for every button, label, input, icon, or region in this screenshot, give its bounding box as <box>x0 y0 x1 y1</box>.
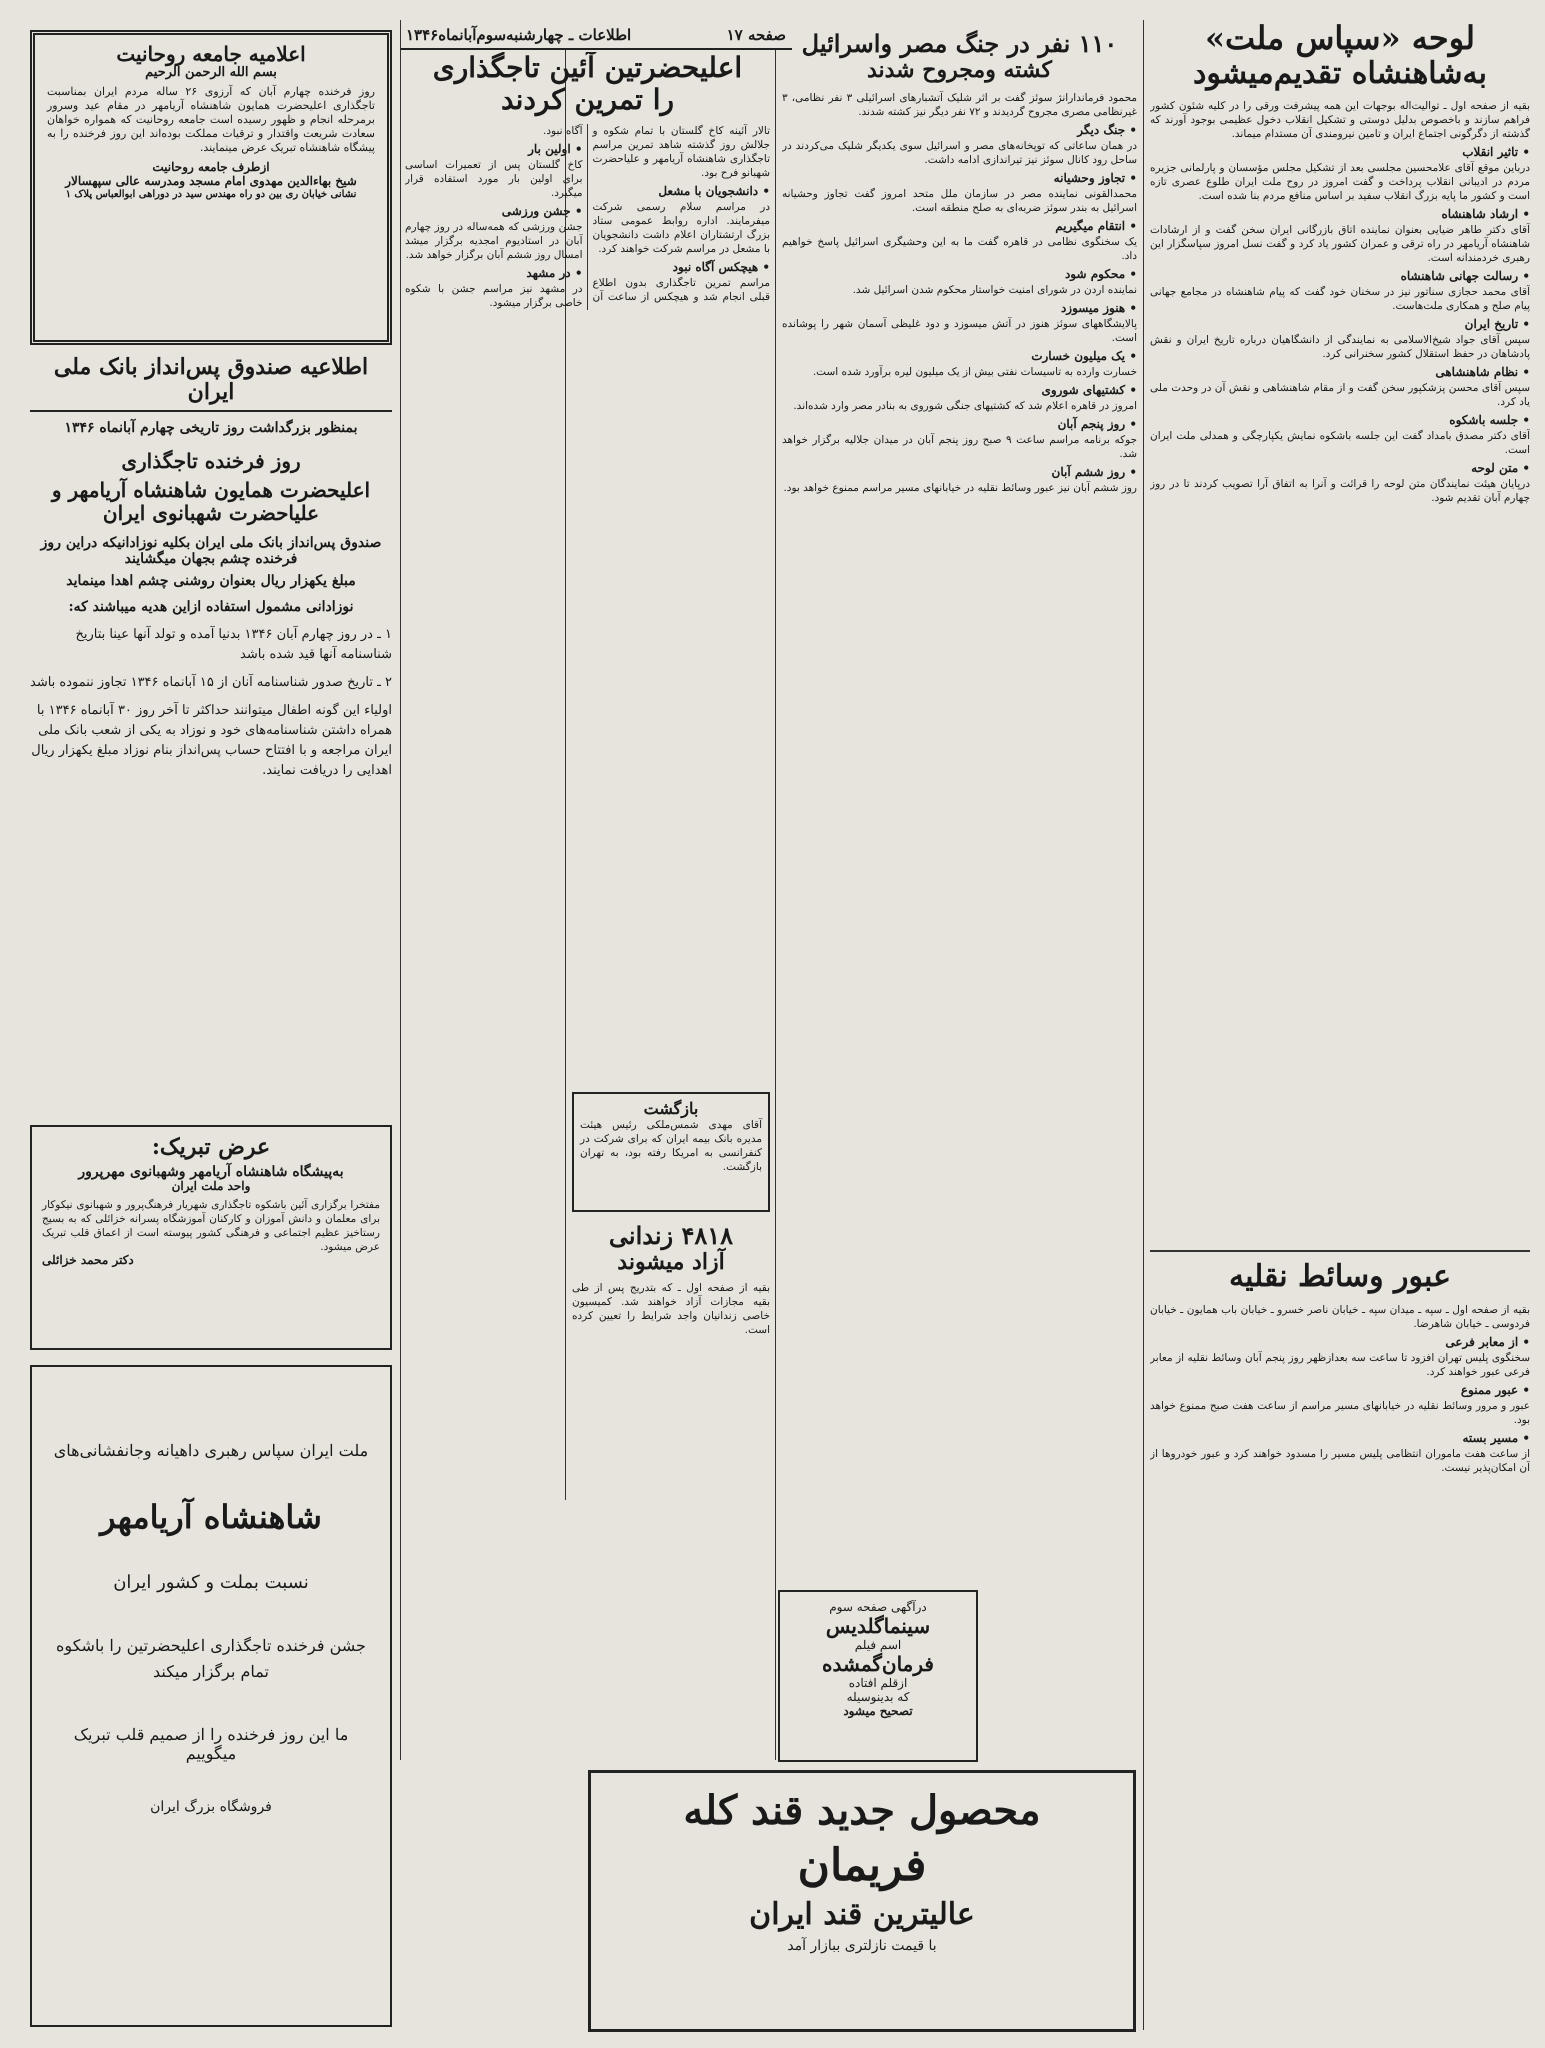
ad-line: روز فرخنده تاجگذاری <box>121 448 301 473</box>
film-title: فرمان‌گمشده <box>822 1652 934 1676</box>
subheading: • انتقام میگیریم <box>1055 218 1137 233</box>
subheading: • تجاوز وحشیانه <box>1053 170 1137 185</box>
article-coronation-plaque <box>1150 20 1530 1240</box>
subheading: • در مشهد <box>526 266 583 281</box>
congratulations-box <box>30 1125 392 1350</box>
subheading: • دانشجویان با مشعل <box>658 184 770 199</box>
signature-line: شیخ بهاءالدین مهدوی امام مسجد ومدرسه عالی سپهسالار <box>65 173 357 188</box>
article-body <box>405 124 770 310</box>
paragraph: نماینده اردن در شورای امنیت خواستار محکوم شدن اسرائیل شد. <box>852 283 1137 296</box>
ad-line: صندوق پس‌انداز بانک ملی ایران بکلیه نوزادانیکه دراین روز فرخنده چشم بجهان میگشایند <box>40 534 382 567</box>
lead-paragraph: بقیه از صفحه اول ـ سپه ـ میدان سپه ـ خیابان ناصر خسرو ـ خیابان باب همایون ـ خیابان فردوسی ـ خیابان شاهرضا. <box>1150 1303 1530 1330</box>
paragraph: کاخ گلستان پس از تعمیرات اساسی برای اولین بار مورد استفاده قرار میگیرد. <box>405 159 583 200</box>
article-body <box>1150 1303 1530 1475</box>
cinema-correction-box <box>778 1590 978 1762</box>
address-line: نشانی خیابان ری بین دو راه مهندس سید در دوراهی ابوالعباس پلاک ۱ <box>65 188 357 200</box>
congrats-body: مفتخرا برگزاری آئین باشکوه تاجگذاری شهریار فرهنگ‌پرور و شهبانوی نیکوکار برای معلمان و دانش آموزان و کارکنان آموزشگاه پسرانه خزائلی که به بسیج رستاخیز عظیم اجتماعی و فرهنگی کشور پیوسته است از اعماق قلب تبریک عرض میشود. <box>42 1199 380 1254</box>
subheading: • هیچکس آگاه نبود <box>672 260 770 275</box>
subheading: • جلسه باشکوه <box>1449 413 1530 428</box>
subheading: • روز پنجم آبان <box>1057 416 1137 431</box>
subheading: • متن لوحه <box>1471 461 1530 476</box>
subheading: • نظام شاهنشاهی <box>1435 365 1530 380</box>
subheading: • تاثیر انقلاب <box>1462 145 1530 160</box>
subheading: • از معابر فرعی <box>1445 1334 1530 1349</box>
paragraph: آقای دکتر مصدق بامداد گفت این جلسه باشکوه نمایش یکپارچگی و همدلی ملت ایران است. <box>1150 430 1530 457</box>
subheading: • یک میلیون خسارت <box>1031 348 1137 363</box>
ad-line: با قیمت نازلتری ببازار آمد <box>787 1938 937 1954</box>
signature-line: ازطرف جامعه روحانیت <box>152 159 270 174</box>
paragraph: درپایان هیئت نمایندگان متن لوحه را قرائت و آنرا به اتفاق آرا تصویب کردند تا در روز چهارم آبان تقدیم شود. <box>1150 478 1530 505</box>
subheading: • رسالت جهانی شاهنشاه <box>1400 269 1530 284</box>
paragraph: مراسم تمرین تاجگذاری بدون اطلاع قبلی انجام شد و هیچکس از ساعت آن آگاه نبود. <box>543 125 770 304</box>
page-header <box>400 22 792 50</box>
subheading: • اولین بار <box>528 142 583 157</box>
subheading: • روز ششم آبان <box>1051 464 1137 479</box>
ad-subtitle: بمنظور بزرگداشت روز تاریخی چهارم آبانماه ۱۳۴۶ <box>64 419 358 436</box>
ad-line: جشن فرخنده تاجگذاری اعلیحضرتین را باشکوه تمام برگزار میکند <box>56 1636 366 1681</box>
column-rule <box>1143 20 1144 2030</box>
ad-line: اعلیحضرت همایون شاهنشاه آریامهر و علیاحضرت شهبانوی ایران <box>51 477 371 525</box>
paragraph: سخنگوی پلیس تهران افزود تا ساعت سه بعدازظهر روز پنجم آبان وسائط نقلیه از معابر فرعی عبور خواهند کرد. <box>1150 1351 1530 1378</box>
announcement-body: روز فرخنده چهارم آبان که آرزوی ۲۶ ساله مردم ایران بمناسبت تاجگذاری اعلیحضرت همایون شاهنشاه آریامهر در مقام عید وسرور برمرحله انجام و ظهور رسیده است جامعه روحانیت که همواره خواهان سعادت شریعت واقتدار و ترقیات مملکت بوده‌اند این روز فرخنده را به پیشگاه شاهنشاه تبریک عرض مینمایند. <box>47 84 375 154</box>
box-title: بازگشت <box>643 1099 699 1118</box>
paragraph: آقای دکتر طاهر ضیایی بعنوان نماینده اتاق بازرگانی ایران سخن گفت و از ارشادات شاهنشاه آریامهر در راه ترقی و عمران کشور یاد کرد و گفت نسل امروز سپاسگزار این رهبری خردمندانه است. <box>1150 224 1530 265</box>
box-text: آقای مهدی شمس‌ملکی رئیس هیئت مدیره بانک بیمه ایران که برای شرکت در کنفرانسی به امریکا رفته بود، به تهران بازگشت. <box>580 1119 762 1174</box>
ad-line: نسبت بملت و کشور ایران <box>113 1572 309 1593</box>
article-body <box>782 91 1137 495</box>
column-rule <box>775 50 776 1760</box>
announcement-title: اعلامیه جامعه روحانیت <box>116 42 306 66</box>
article-egypt-israel <box>782 30 1137 1090</box>
paragraph: محمدالقونی نماینده مصر در سازمان ملل متحد امروز گفت تجاوز وحشیانه اسرائیل به بندر سوئز ضربه‌ای به صلح منطقه است. <box>782 187 1137 214</box>
headline: ۴۸۱۸ زندانی <box>608 1222 734 1250</box>
basmala: بسم الله الرحمن الرحیم <box>145 65 277 80</box>
subheading: • جنگ دیگر <box>1077 122 1137 137</box>
paragraph: از ساعت هفت ماموران انتظامی پلیس مسیر را مسدود خواهند کرد و عبور خودروها از آن امکان‌پذیر نیست. <box>1150 1447 1530 1474</box>
paragraph: در مشهد نیز مراسم جشن با شکوه خاصی برگزار میشود. <box>405 283 583 310</box>
article-traffic <box>1150 1260 1530 2030</box>
paragraph: جشن ورزشی که همه‌ساله در روز چهارم آبان در استادیوم امجدیه برگزار میشد امسال روز ششم آبان برگزار خواهد شد. <box>405 221 583 262</box>
lead-paragraph: بقیه از صفحه اول ـ توالیت‌اله بوجهات این همه پیشرفت ورقی را در کلیه شئون کشور فراهم سازند و باخصوص بدلیل دوستی و تشکیل انقلاب دخول عظیمی بوجود آورند که گذشته از دگرگونی اجتماع ایران و تامین نیرومندی آن مستدام میماند. <box>1150 100 1530 141</box>
subheading: • جشن ورزشی <box>501 204 583 219</box>
return-box <box>572 1092 770 1212</box>
correction-line: ازقلم افتاده <box>848 1676 908 1690</box>
signature-line: دکتر محمد خزائلی <box>42 1253 134 1268</box>
paragraph: در همان ساعاتی که توپخانه‌های مصر و اسرائیل سوی یکدیگر شلیک می‌کردند در ساحل رود کانال سوئز نیز تیراندازی ادامه داشت. <box>782 139 1137 166</box>
paragraph: جوکه برنامه مراسم ساعت ۹ صبح روز پنجم آبان در میدان جلالیه برگزار خواهد شد. <box>782 433 1137 460</box>
headline: عبور وسائط نقلیه <box>1228 1260 1451 1294</box>
congrats-subtitle-2: واحد ملت ایران <box>171 1179 251 1194</box>
correction-line: درآگهی صفحه سوم <box>829 1600 927 1614</box>
headline: لوحه «سپاس ملت» <box>1205 20 1475 57</box>
paragraph: امروز در قاهره اعلام شد که کشتیهای جنگی شوروی به بنادر مصر وارد شده‌اند. <box>793 399 1137 412</box>
section-rule <box>1150 1250 1530 1252</box>
ad-title: اطلاعیه صندوق پس‌انداز بانک ملی ایران <box>30 355 392 412</box>
ad-line: شاهنشاه آریامهر <box>100 1498 322 1536</box>
clergy-announcement <box>30 30 392 345</box>
column-rule <box>400 20 401 1760</box>
subheading: • ارشاد شاهنشاه <box>1441 207 1530 222</box>
lead-paragraph: تالار آئینه کاخ گلستان با تمام شکوه و جلالش روز گذشته شاهد تمرین مراسم تاجگذاری شاهنشاه آریامهر و علیاحضرت شهبانو فرح بود. <box>592 125 770 180</box>
headline-2: آزاد میشوند <box>617 1248 725 1275</box>
congrats-subtitle: به‌پیشگاه شاهنشاه آریامهر وشهبانوی مهرپرور <box>78 1164 344 1181</box>
paragraph: سپس آقای محسن پزشکپور سخن گفت و از مقام شاهنشاهی و نقش آن در وحدت ملی یاد کرد. <box>1150 382 1530 409</box>
page-number: صفحه ۱۷ <box>726 26 786 44</box>
department-store-ad <box>30 1365 392 2027</box>
ad-line: فروشگاه بزرگ ایران <box>150 1799 272 1815</box>
subheading: • هنوز میسوزد <box>1060 300 1137 315</box>
ad-line: مبلغ یکهزار ریال بعنوان روشنی چشم اهدا مینماید <box>66 572 356 589</box>
lead-paragraph: محمود فرماندارانژ سوئز گفت بر اثر شلیک آتشبارهای اسرائیلی ۳ نفر نظامی، ۳ غیرنظامی مصری مجروح گردیدند و ۷۲ نفر دیگر نیز کشته شدند. <box>782 91 1137 118</box>
article-body: بقیه از صفحه اول ـ که بتدریج پس از طی بقیه مجازات آزاد خواهند شد. کمیسیون خاصی زندانیان واجد شرایط را تعیین کرده است. <box>572 1281 770 1336</box>
article-body <box>1150 99 1530 505</box>
headline: اعلیحضرتین آئین تاجگذاری <box>432 52 743 84</box>
ad-line: ما این روز فرخنده را از صمیم قلب تبریک میگوییم <box>73 1725 349 1763</box>
ad-condition: ۱ ـ در روز چهارم آبان ۱۳۴۶ بدنیا آمده و تولد آنها عینا بتاریخ شناسنامه آنها قید شده باشد <box>75 627 392 663</box>
ad-line: عالیترین قند ایران <box>749 1897 975 1932</box>
subheading: • عبور ممنوع <box>1460 1382 1530 1397</box>
paper-dateline: اطلاعات ـ چهارشنبه‌سوم‌آبانماه۱۳۴۶ <box>406 26 632 44</box>
headline: ۱۱۰ نفر در جنگ مصر واسرائیل <box>801 30 1118 58</box>
paragraph: در مراسم سلام رسمی شرکت میفرمایند. اداره روابط عمومی ستاد بزرگ ارتشتاران اعلام داشت دانشجویان با مشعل در مراسم شرکت خواهند کرد. <box>592 201 770 256</box>
correction-line: اسم فیلم <box>854 1638 902 1652</box>
ad-headline: محصول جدید قند کله <box>683 1787 1041 1834</box>
headline-2: را تمرین کردند <box>500 83 675 117</box>
paragraph: آقای محمد حجازی سناتور نیز در سخنان خود گفت که پیام شاهنشاه در مجامع جهانی پیام صلح و همکاری ملت‌هاست. <box>1150 286 1530 313</box>
paragraph: درباین موقع آقای علامحسین مجلسی بعد از تشکیل مجلس مؤسسان و پارلمانی جزیره مردم در ادیبانی انقلاب پرداخت و گفت امروز در روح ملت ایران طلوع عصری تازه است و کشور ما پایه بزرگ انقلاب سفید بر اساس منافع مردم بنا شده است. <box>1150 162 1530 203</box>
bank-melli-ad <box>30 355 392 1120</box>
sugar-ad <box>588 1770 1136 2032</box>
correction-line: تصحیح میشود <box>843 1704 913 1718</box>
headline-2: به‌شاهنشاه تقدیم‌میشود <box>1193 55 1487 91</box>
brand-name: فریمان <box>797 1840 927 1891</box>
article-coronation-rehearsal <box>405 52 770 1087</box>
ad-condition: ۲ ـ تاریخ صدور شناسنامه آنان از ۱۵ آبانماه ۱۳۴۶ تجاوز ننموده باشد <box>30 675 392 691</box>
article-prisoners <box>572 1222 770 1492</box>
headline-2: کشته ومجروح شدند <box>866 56 1053 83</box>
paragraph: سپس آقای جواد شیخ‌الاسلامی به نمایندگی از دانشگاهیان درباره تاریخ ایران و نقش پادشاهان در حفظ استقلال کشور سخنرانی کرد. <box>1150 334 1530 361</box>
paragraph: یک سخنگوی نظامی در قاهره گفت ما به این وحشیگری اسرائیل پاسخ خواهیم داد. <box>782 235 1137 262</box>
paragraph: عبور و مرور وسائط نقلیه در خیابانهای مسیر مراسم از ساعت هفت صبح ممنوع خواهد بود. <box>1150 1399 1530 1426</box>
ad-condition: اولیاء این گونه اطفال میتوانند حداکثر تا آخر روز ۳۰ آبانماه ۱۳۴۶ با همراه داشتن شناسنامه‌های خود و نوزاد به یکی از شعب بانک ملی ایران مراجعه و با افتتاح حساب پس‌انداز بنام نوزاد مبلغ یکهزار ریال اهدایی را دریافت نمایند. <box>31 703 392 779</box>
subheading: • کشتیهای شوروی <box>1041 382 1137 397</box>
paragraph: روز ششم آبان نیز عبور وسائط نقلیه در خیابانهای مسیر مراسم ممنوع خواهد بود. <box>783 481 1137 494</box>
correction-line: که بدینوسیله <box>846 1690 910 1704</box>
subheading: • مسیر بسته <box>1462 1430 1530 1445</box>
paragraph: پالایشگاههای سوئز هنوز در آتش میسوزد و دود غلیظی آسمان شهر را پوشانده است. <box>782 317 1137 344</box>
subheading: • تاریخ ایران <box>1464 317 1530 332</box>
ad-line: ملت ایران سپاس رهبری داهیانه وجانفشانی‌های <box>53 1441 369 1460</box>
paragraph: خسارت وارده به تاسیسات نفتی بیش از یک میلیون لیره برآورد شده است. <box>812 365 1137 378</box>
congrats-title: عرض تبریک: <box>151 1134 271 1160</box>
ad-line: نوزادانی مشمول استفاده ازاین هدیه میباشند که: <box>68 598 354 615</box>
subheading: • محکوم شود <box>1064 266 1137 281</box>
cinema-name: سینماگلدیس <box>825 1614 931 1638</box>
